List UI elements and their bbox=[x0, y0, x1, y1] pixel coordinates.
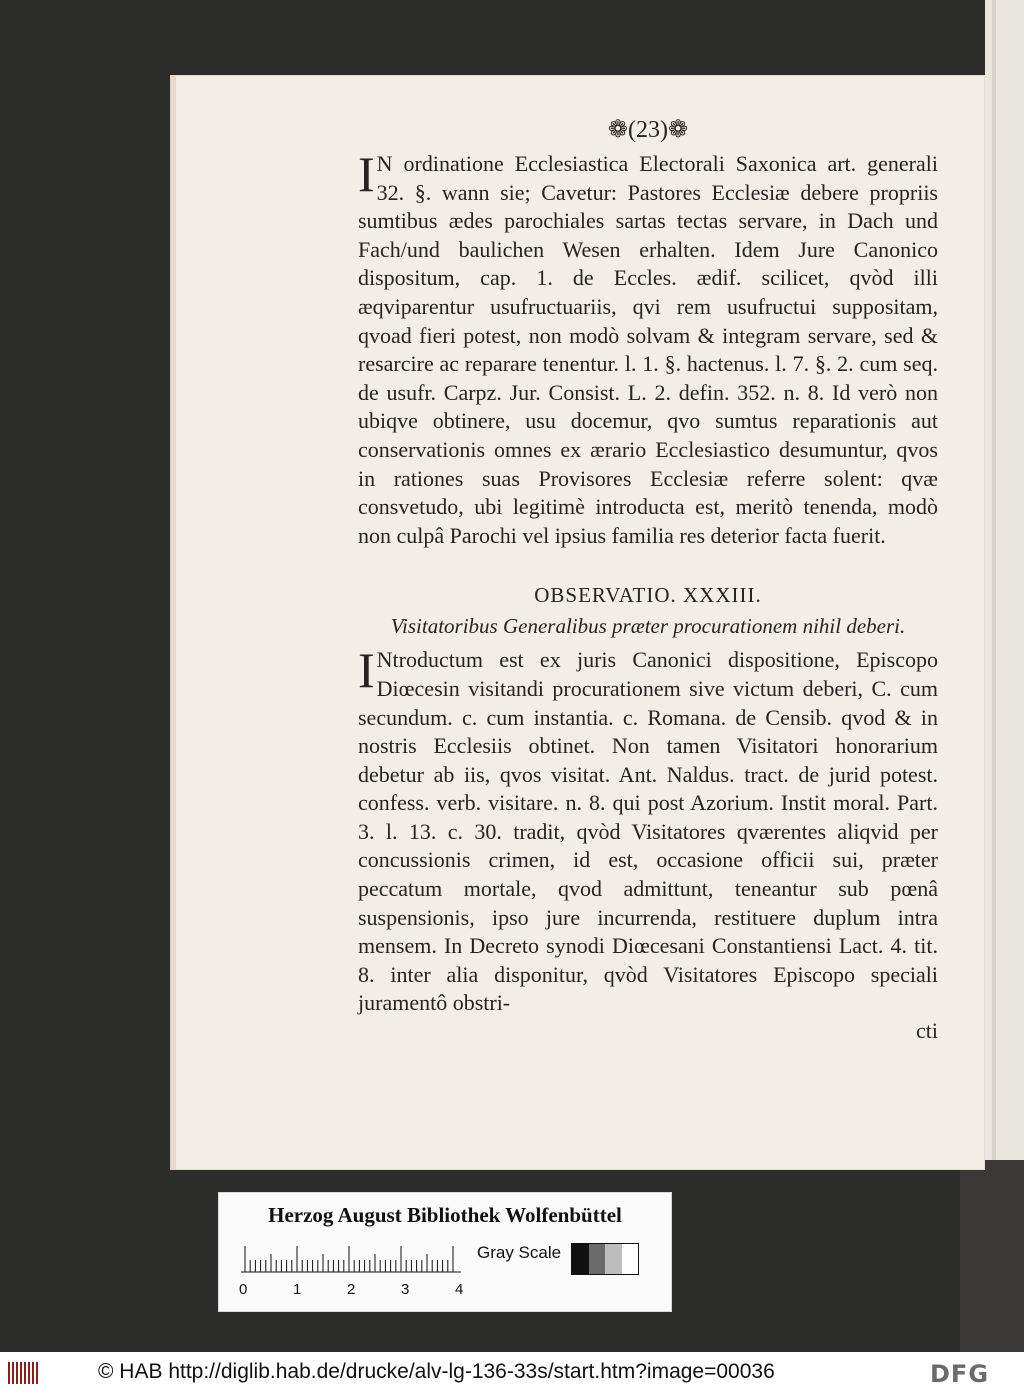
catchword: cti bbox=[916, 1018, 938, 1044]
page-edge bbox=[170, 75, 176, 1170]
gray-swatch bbox=[589, 1244, 606, 1274]
observation-subheading: Visitatoribus Generalibus præter procurationem nihil deberi. bbox=[390, 614, 906, 639]
copyright-link[interactable]: © HAB http://diglib.hab.de/drucke/alv-lg-136-33s/start.htm?image=00036 bbox=[98, 1360, 775, 1383]
paragraph-2: INtroductum est ex juris Canonici dispositione, Episcopo Diœcesin visitandi procurationem sive victum deberi, C. cum secundum. c. cum instantia. c. Romana. de Censib. qvod & in nostris Ecclesiis obtinet. Non tamen Visitatori honorarium debetur ab iis, qvos visitat. Ant. Naldus. tract. de jurid potest. confess. verb. visitare. n. 8. qui post Azorium. Instit moral. Part. 3. l. 13. c. 30. tradit, qvòd Visitatores qværentes aliqvid per concussionis crimen, id est, occasione officii sui, præter peccatum mortale, qvod admittunt, teneantur sub pœnâ suspensionis, ipso jure incurrenda, restituere duplum intra mensem. In Decreto synodi Diœcesani Constantiensi Lact. 4. tit. 8. inter alia disponitur, qvòd Visitatores Episcopo speciali juramentô obstri- bbox=[358, 642, 938, 1016]
dfg-logo: DFG bbox=[930, 1360, 990, 1388]
ruler-label: 1 bbox=[293, 1281, 302, 1298]
ruler-scale bbox=[241, 1243, 461, 1273]
gray-scale-swatches bbox=[571, 1243, 639, 1275]
gray-swatch bbox=[572, 1244, 589, 1274]
gray-scale-label: Gray Scale bbox=[477, 1243, 562, 1262]
library-name: Herzog August Bibliothek Wolfenbüttel bbox=[268, 1203, 622, 1227]
scan-tray bbox=[960, 1160, 1024, 1352]
footer-bar bbox=[0, 1352, 1024, 1394]
ruler-label: 4 bbox=[455, 1281, 464, 1298]
ruler-label: 3 bbox=[401, 1281, 410, 1298]
paragraph-1: IN ordinatione Ecclesiastica Electorali Saxonica art. generali 32. §. wann sie; Cavetur: Pastores Ecclesiæ debere propriis sumtibus ædes parochiales sartas tectas servare, in Dach und Fach/und baulichen Wesen erhalten. Idem Jure Canonico dispositum, cap. 1. de Eccles. ædif. scilicet, qvòd illi æqviparentur usufructuariis, qvi rem usufructui suppositam, qvoad fieri potest, non modò solvam & integram servare, sed & resarcire ac reparare tenentur. l. 1. §. hactenus. l. 7. §. 2. cum seq. de usufr. Carpz. Jur. Consist. L. 2. defin. 352. n. 8. Id verò non ubiqve obtinere, usu docemur, qvo sumtus reparationis aut conservationis omnes ex ærario Ecclesiastico desumuntur, qvos in rationes suas Provisores Ecclesiæ referre solent: qvæ consvetudo, ubi legitimè introducta est, meritò tenenda, modò non culpâ Parochi vel ipsius familia res deterior facta fuerit. bbox=[358, 146, 938, 548]
gray-swatch bbox=[622, 1244, 639, 1274]
library-scale-card bbox=[218, 1192, 672, 1312]
observation-heading: OBSERVATIO. XXXIII. bbox=[534, 583, 762, 608]
spine-edge bbox=[992, 0, 996, 1160]
page-text-block bbox=[358, 110, 938, 1044]
hab-logo-icon bbox=[8, 1362, 44, 1384]
ruler-label: 2 bbox=[347, 1281, 356, 1298]
ruler-label: 0 bbox=[239, 1281, 248, 1298]
gray-swatch bbox=[605, 1244, 622, 1274]
book-spine bbox=[985, 0, 1024, 1160]
page-number: ❁(23)❁ bbox=[607, 117, 689, 143]
